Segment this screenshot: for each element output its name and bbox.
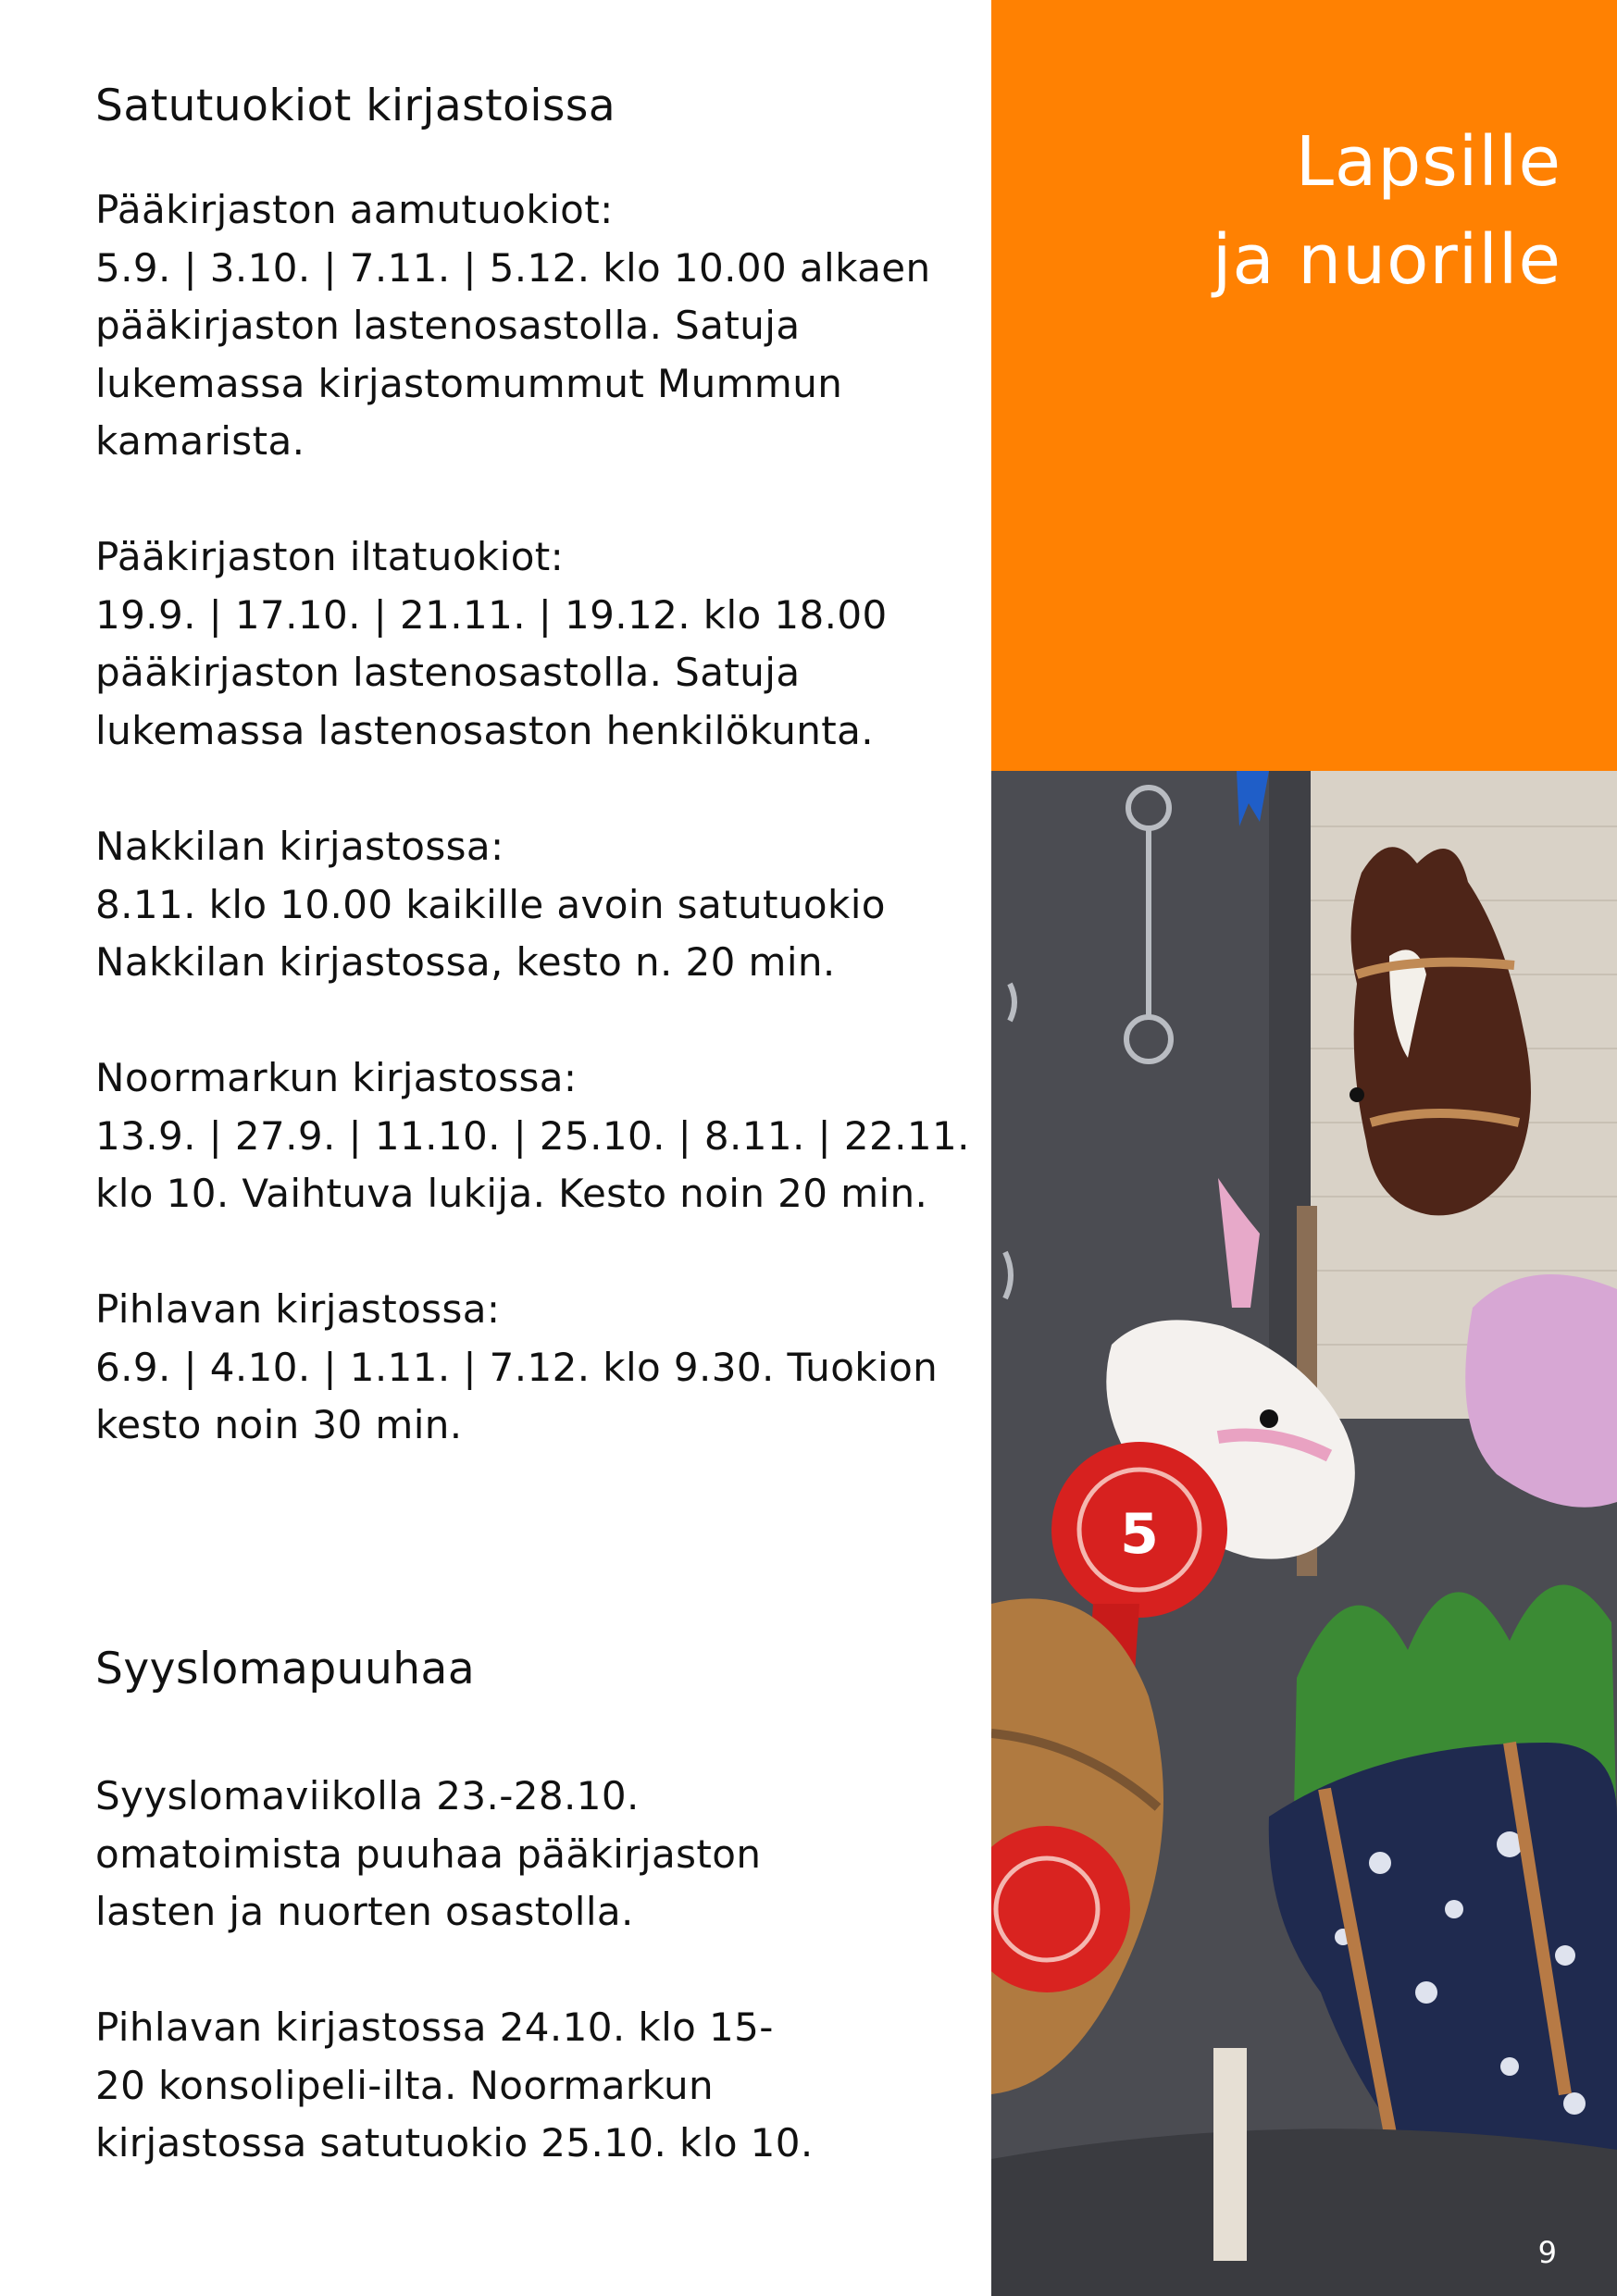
paragraph-line: 13.9. | 27.9. | 11.10. | 25.10. | 8.11. | 22.11. (95, 1112, 970, 1159)
paragraph-line: omatoimista puuhaa pääkirjaston (95, 1831, 762, 1877)
rosette-number: 5 (1120, 1502, 1159, 1567)
paragraph-pihlava-konsolipeli (95, 1999, 814, 2173)
paragraph-line: pääkirjaston lastenosastolla. Satuja (95, 303, 801, 348)
paragraph-line: kirjastossa satutuokio 25.10. klo 10. (95, 2120, 814, 2166)
paragraph-line: klo 10. Vaihtuva lukija. Kesto noin 20 min. (95, 1171, 928, 1216)
paragraph-line: 19.9. | 17.10. | 21.11. | 19.12. klo 18.00 (95, 591, 888, 638)
paragraph-line: lasten ja nuorten osastolla. (95, 1889, 634, 1934)
paragraph-line: Syyslomaviikolla 23.-28.10. (95, 1773, 640, 1818)
paragraph-line: Nakkilan kirjastossa: (95, 824, 504, 869)
paragraph-line: Pääkirjaston aamutuokiot: (95, 187, 614, 232)
paragraph-line: Nakkilan kirjastossa, kesto n. 20 min. (95, 939, 836, 985)
sidebar-column (991, 0, 1617, 2296)
paragraph-line: 5.9. | 3.10. | 7.11. | 5.12. klo 10.00 alkaen (95, 244, 931, 291)
paragraph-paakirjasto-aamu (95, 181, 930, 471)
paragraph-line: 6.9. | 4.10. | 1.11. | 7.12. klo 9.30. Tuokion (95, 1344, 939, 1390)
section-heading-syysloma: Syyslomapuuhaa (95, 1644, 476, 1694)
hobby-horses-photo (991, 771, 1617, 2296)
paragraph-noormarkku (95, 1049, 970, 1223)
paragraph-line: 20 konsolipeli-ilta. Noormarkun (95, 2062, 715, 2108)
paragraph-line: 8.11. klo 10.00 kaikille avoin satutuokio (95, 881, 886, 927)
paragraph-line: lukemassa kirjastomummut Mummun (95, 360, 843, 406)
paragraph-pihlava (95, 1281, 938, 1455)
paragraph-nakkila (95, 818, 886, 992)
paragraph-line: lukemassa lastenosaston henkilökunta. (95, 707, 875, 753)
sidebar-title (1213, 113, 1561, 309)
paragraph-line: Noormarkun kirjastossa: (95, 1055, 578, 1100)
sidebar-title-line: Lapsille (1295, 122, 1561, 202)
paragraph-syyslomaviikko (95, 1768, 761, 1942)
sidebar-title-line: ja nuorille (1212, 220, 1561, 300)
paragraph-line: Pääkirjaston iltatuokiot: (95, 534, 565, 579)
paragraph-line: Pihlavan kirjastossa: (95, 1286, 501, 1332)
paragraph-line: Pihlavan kirjastossa 24.10. klo 15- (95, 2004, 774, 2050)
paragraph-line: pääkirjaston lastenosastolla. Satuja (95, 650, 801, 695)
page-number: 9 (1537, 2235, 1557, 2270)
orange-title-panel (991, 0, 1617, 771)
section-heading-satutuokiot: Satutuokiot kirjastoissa (95, 81, 616, 131)
paragraph-line: kesto noin 30 min. (95, 1402, 463, 1447)
paragraph-line: kamarista. (95, 418, 305, 464)
paragraph-paakirjasto-ilta (95, 528, 888, 760)
